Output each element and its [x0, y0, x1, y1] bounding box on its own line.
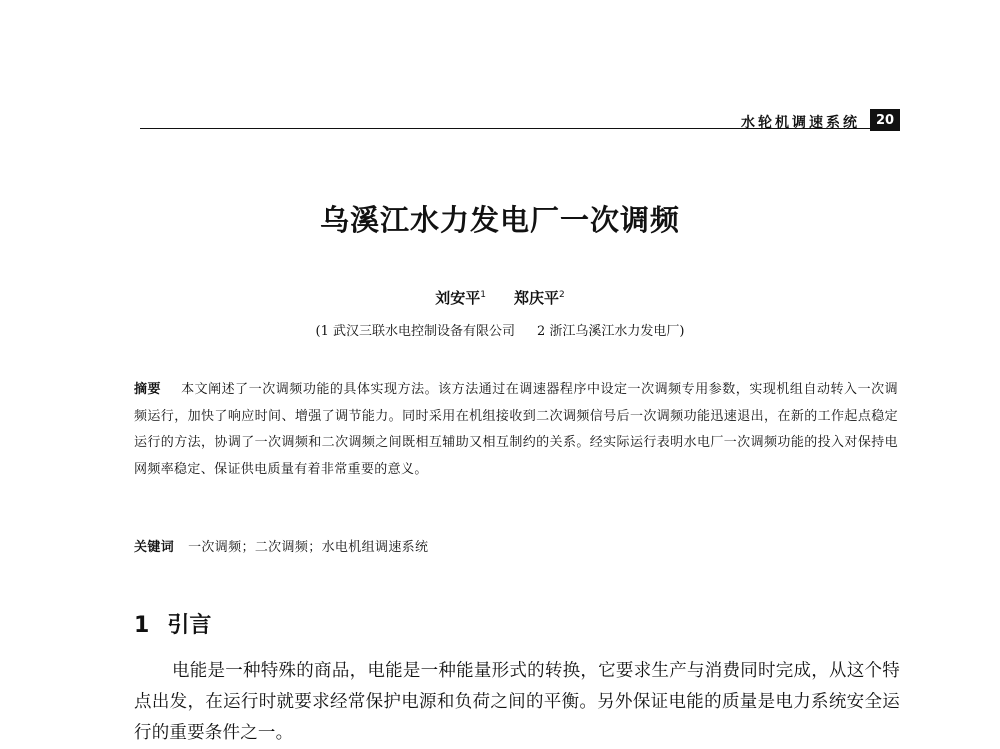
author-line: [0, 287, 1000, 308]
section-heading: [134, 608, 211, 639]
author-name: 郑庆平: [514, 289, 560, 307]
abstract-label: 摘要: [134, 382, 162, 397]
body-paragraph: 电能是一种特殊的商品，电能是一种能量形式的转换，它要求生产与消费同时完成，从这个特点出发，在运行时就要求经常保护电源和负荷之间的平衡。另外保证电能的质量是电力系统安全运行的重要条件之一。: [134, 661, 900, 743]
running-head: 水轮机调速系统: [741, 115, 860, 131]
affiliation-line: [0, 320, 1000, 339]
affiliation: (1 武汉三联水电控制设备有限公司: [315, 324, 515, 339]
keywords: [134, 536, 898, 555]
paper-title: 乌溪江水力发电厂一次调频: [319, 203, 680, 237]
affiliation: 2 浙江乌溪江水力发电厂): [537, 324, 685, 339]
section-number: 1: [134, 613, 150, 638]
author-affiliation-mark: 2: [559, 290, 565, 300]
abstract-text: 本文阐述了一次调频功能的具体实现方法。该方法通过在调速器程序中设定一次调频专用参数，实现机组自动转入一次调频运行，加快了响应时间、增强了调节能力。同时采用在机组接收到二次调频信号后一次调频功能迅速退出，在新的工作起点稳定运行的方法，协调了一次调频和二次调频之间既相互辅助又相互制约的关系。经实际运行表明水电厂一次调频功能的投入对保持电网频率稳定、保证供电质量有着非常重要的意义。: [134, 382, 898, 477]
abstract: [134, 377, 898, 483]
author-affiliation-mark: 1: [480, 290, 486, 300]
author-name: 刘安平: [435, 289, 481, 307]
keywords-text: 一次调频；二次调频；水电机组调速系统: [188, 540, 429, 555]
keywords-label: 关键词: [134, 540, 175, 555]
page-number-badge: 20: [870, 109, 900, 131]
section-title: 引言: [167, 613, 212, 638]
